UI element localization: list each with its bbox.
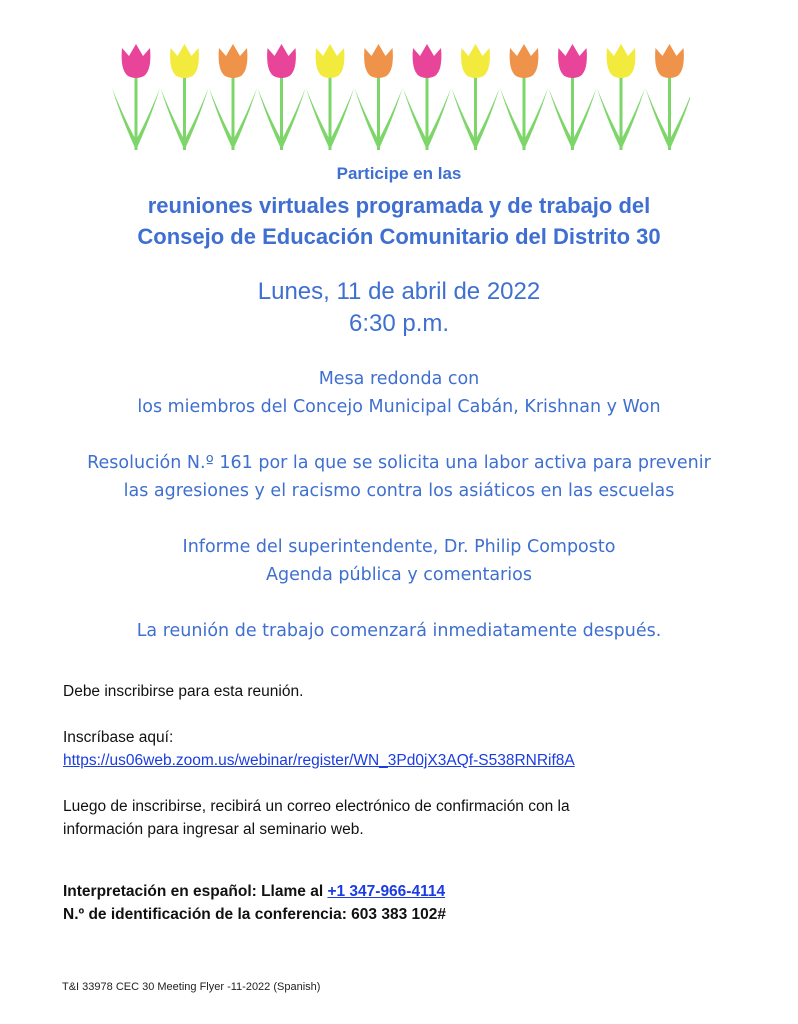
footer-text: T&I 33978 CEC 30 Meeting Flyer -11-2022 (Spanish) bbox=[62, 981, 321, 993]
intro-text: Participe en las bbox=[336, 164, 462, 183]
tulip-icon bbox=[112, 44, 160, 150]
tulip-icon bbox=[403, 44, 451, 150]
meeting-date: Lunes, 11 de abril de 2022 bbox=[257, 278, 541, 305]
title-line-1: reuniones virtuales programada y de trabajo del bbox=[147, 193, 651, 218]
tulip-icon bbox=[646, 44, 691, 150]
agenda-resolution bbox=[0, 449, 798, 505]
agenda-roundtable bbox=[0, 365, 798, 421]
agenda-line: las agresiones y el racismo contra los asiáticos en las escuelas bbox=[123, 481, 675, 501]
tulip-icon bbox=[500, 44, 548, 150]
agenda-line: los miembros del Concejo Municipal Cabán, Krishnan y Won bbox=[137, 397, 661, 417]
confirmation-info bbox=[63, 795, 570, 841]
confirmation-line: información para ingresar al seminario web. bbox=[63, 821, 364, 838]
confirmation-line: Luego de inscribirse, recibirá un correo electrónico de confirmación con la bbox=[63, 798, 570, 815]
registration-notice: Debe inscribirse para esta reunión. bbox=[63, 683, 304, 700]
interpretation-info bbox=[63, 880, 446, 926]
tulip-icon bbox=[209, 44, 257, 150]
phone-link[interactable]: +1 347-966-4114 bbox=[327, 883, 446, 900]
agenda-report bbox=[0, 533, 798, 589]
registration-link[interactable]: https://us06web.zoom.us/webinar/register/WN_3Pd0jX3AQf-S538RNRif8A bbox=[63, 752, 575, 769]
agenda-line: Resolución N.º 161 por la que se solicita una labor activa para prevenir bbox=[87, 453, 711, 473]
meeting-time: 6:30 p.m. bbox=[348, 310, 450, 337]
agenda-line: Informe del superintendente, Dr. Philip Composto bbox=[182, 537, 616, 557]
register-here-label: Inscríbase aquí: bbox=[63, 729, 174, 746]
tulip-icon bbox=[355, 44, 403, 150]
registration-block bbox=[63, 726, 575, 772]
meeting-title bbox=[0, 190, 798, 252]
tulip-icon bbox=[597, 44, 645, 150]
interpretation-line bbox=[63, 880, 446, 903]
tulip-icon bbox=[452, 44, 500, 150]
agenda-line: Agenda pública y comentarios bbox=[266, 565, 532, 585]
tulip-icon bbox=[549, 44, 597, 150]
title-line-2: Consejo de Educación Comunitario del Distrito 30 bbox=[137, 224, 661, 249]
meeting-datetime bbox=[0, 276, 798, 340]
agenda-business-meeting: La reunión de trabajo comenzará inmediatamente después. bbox=[136, 621, 662, 641]
tulip-icon bbox=[258, 44, 306, 150]
tulip-icon bbox=[306, 44, 354, 150]
agenda-line: Mesa redonda con bbox=[318, 369, 480, 389]
tulip-border-illustration bbox=[110, 40, 690, 155]
tulip-icon bbox=[161, 44, 209, 150]
conference-id: N.º de identificación de la conferencia: 603 383 102# bbox=[63, 906, 446, 923]
interpretation-label: Interpretación en español: Llame al bbox=[63, 883, 324, 900]
